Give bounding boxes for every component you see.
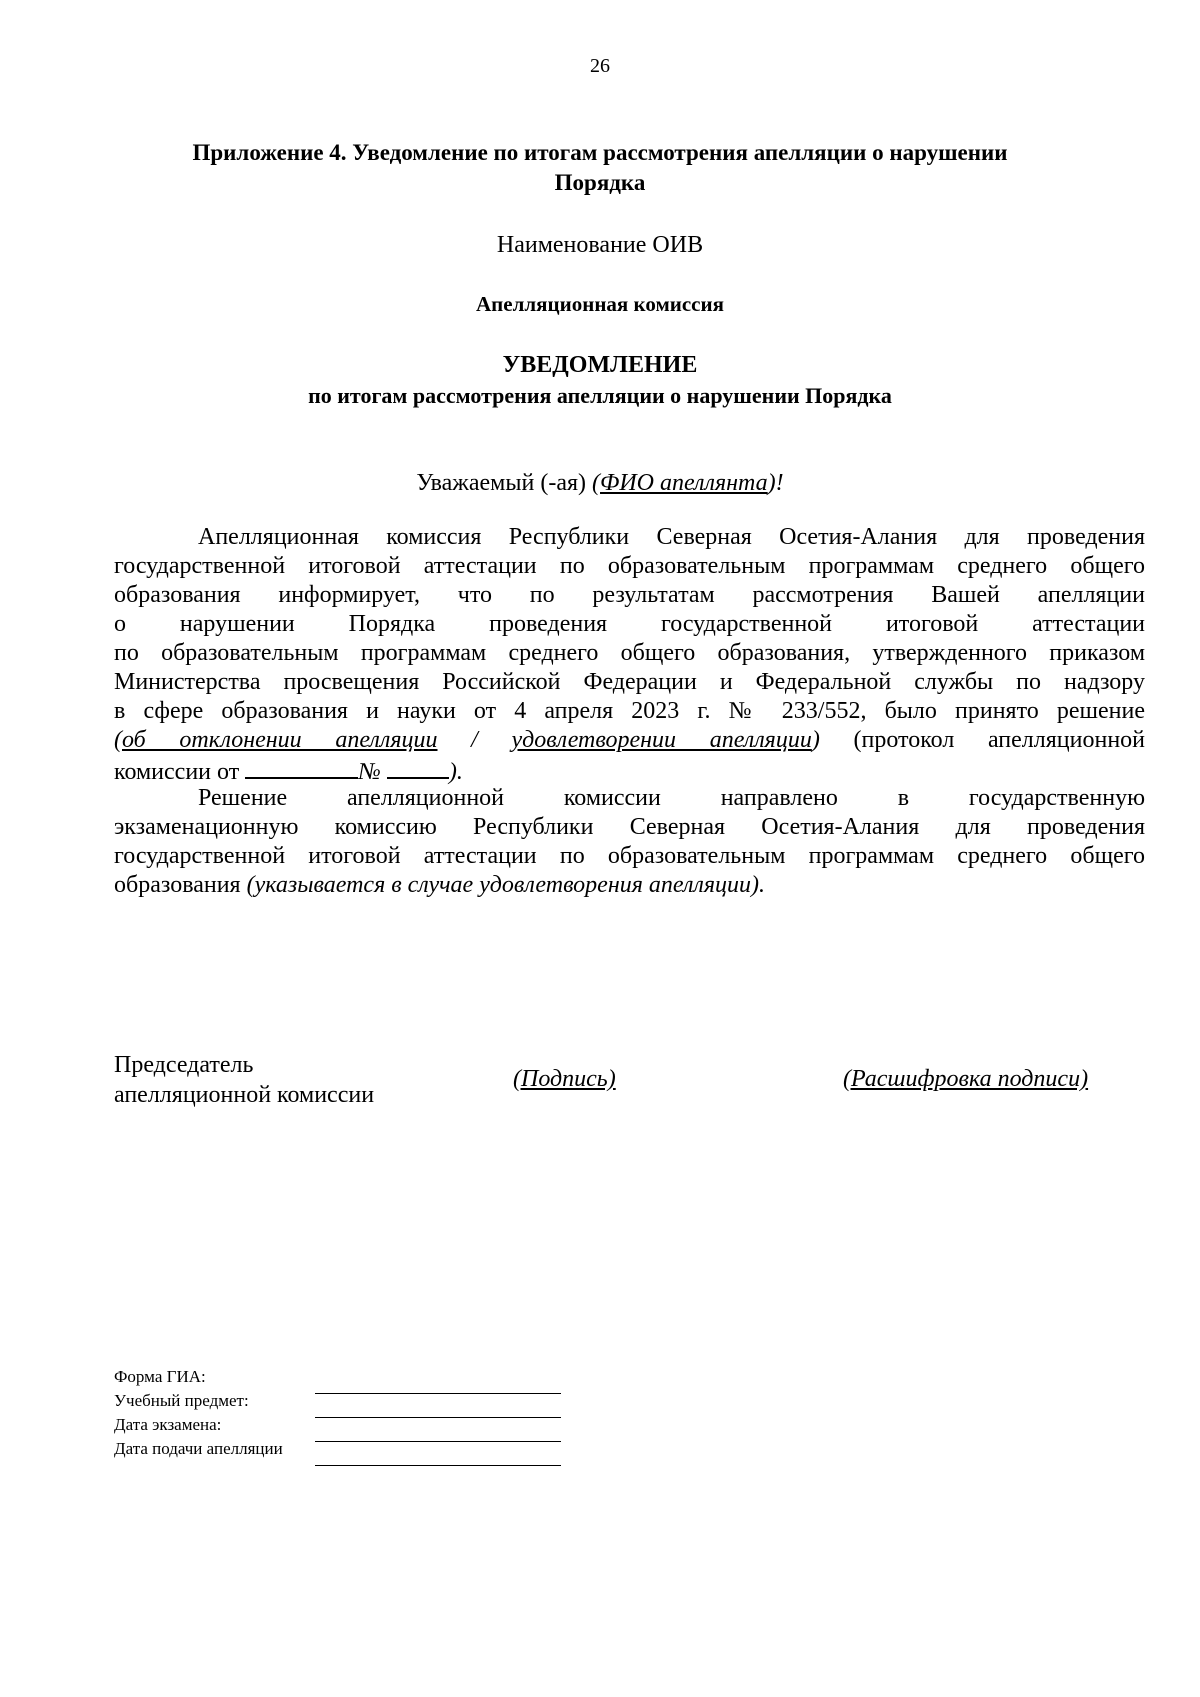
protocol-from: комиссии от xyxy=(114,759,246,785)
form-field-line[interactable] xyxy=(315,1417,561,1418)
form-field-line[interactable] xyxy=(315,1393,561,1394)
signature-placeholder: (Подпись) xyxy=(513,1066,616,1092)
chairman-line2: апелляционной комиссии xyxy=(114,1082,375,1108)
body-line: образования информирует, что по результатам рассмотрения Вашей апелляции xyxy=(114,582,1145,608)
greeting-prefix: Уважаемый (-ая) xyxy=(416,470,593,496)
chairman-line1: Председатель xyxy=(114,1052,254,1078)
greeting-suffix: )! xyxy=(767,470,784,496)
signature-decode-placeholder: (Расшифровка подписи) xyxy=(843,1066,1089,1092)
form-field-line[interactable] xyxy=(315,1441,561,1442)
oiv-name: Наименование ОИВ xyxy=(496,232,704,258)
body-line: Апелляционная комиссия Республики Северная Осетия-Алания для проведения xyxy=(198,524,1145,550)
body-line: о нарушении Порядка проведения государственной итоговой аттестации xyxy=(114,611,1145,637)
notice-title: УВЕДОМЛЕНИЕ xyxy=(502,352,698,378)
notice-subtitle: по итогам рассмотрения апелляции о нарушении Порядка xyxy=(308,383,892,408)
protocol-text: (протокол апелляционной xyxy=(853,727,1146,753)
decision-close: ) xyxy=(811,727,820,753)
body-line: Министерства просвещения Российской Федерации и Федеральной службы по надзору xyxy=(114,669,1145,695)
form-field-label: Учебный предмет: xyxy=(114,1391,249,1410)
decision-line xyxy=(114,726,1145,755)
chairman-label xyxy=(114,1050,374,1110)
protocol-number-blank xyxy=(387,755,449,779)
body-line: государственной итоговой аттестации по образовательным программам среднего общего xyxy=(114,843,1145,869)
protocol-end: ). xyxy=(448,759,463,785)
body-line: по образовательным программам среднего общего образования, утвержденного приказом xyxy=(114,640,1145,666)
form-field-label: Дата подачи апелляции xyxy=(114,1439,283,1458)
decision-reject: (об отклонении апелляции xyxy=(114,727,438,753)
greeting-name-text: ФИО апеллянта xyxy=(600,470,768,496)
form-field-line[interactable] xyxy=(315,1465,561,1466)
body-line: Решение апелляционной комиссии направлено в государственную xyxy=(198,785,1145,811)
commission-heading: Апелляционная комиссия xyxy=(476,292,724,316)
greeting-name-placeholder: (ФИО апеллянта xyxy=(592,470,768,496)
protocol-date-blank xyxy=(245,755,358,779)
decision-separator: / xyxy=(437,727,512,753)
body-last-prefix: образования xyxy=(114,872,247,898)
form-field-label: Дата экзамена: xyxy=(114,1415,222,1434)
protocol-line xyxy=(114,755,1145,787)
decision-accept: удовлетворении апелляции xyxy=(511,727,812,753)
appendix-title: Приложение 4. Уведомление по итогам рассмотрения апелляции о нарушении Порядка xyxy=(192,140,1008,195)
body-line: государственной итоговой аттестации по образовательным программам среднего общего xyxy=(114,553,1145,579)
page-number: 26 xyxy=(590,55,610,77)
body-line: в сфере образования и науки от 4 апреля 2023 г. № 233/552, было принято решение xyxy=(114,698,1145,724)
body-last-note: (указывается в случае удовлетворения апелляции). xyxy=(246,872,766,898)
form-field-label: Форма ГИА: xyxy=(114,1367,206,1386)
body-last-line xyxy=(114,871,1145,900)
greeting xyxy=(0,470,1200,497)
body-line: экзаменационную комиссию Республики Северная Осетия-Алания для проведения xyxy=(114,814,1145,840)
protocol-no: № xyxy=(358,759,387,785)
